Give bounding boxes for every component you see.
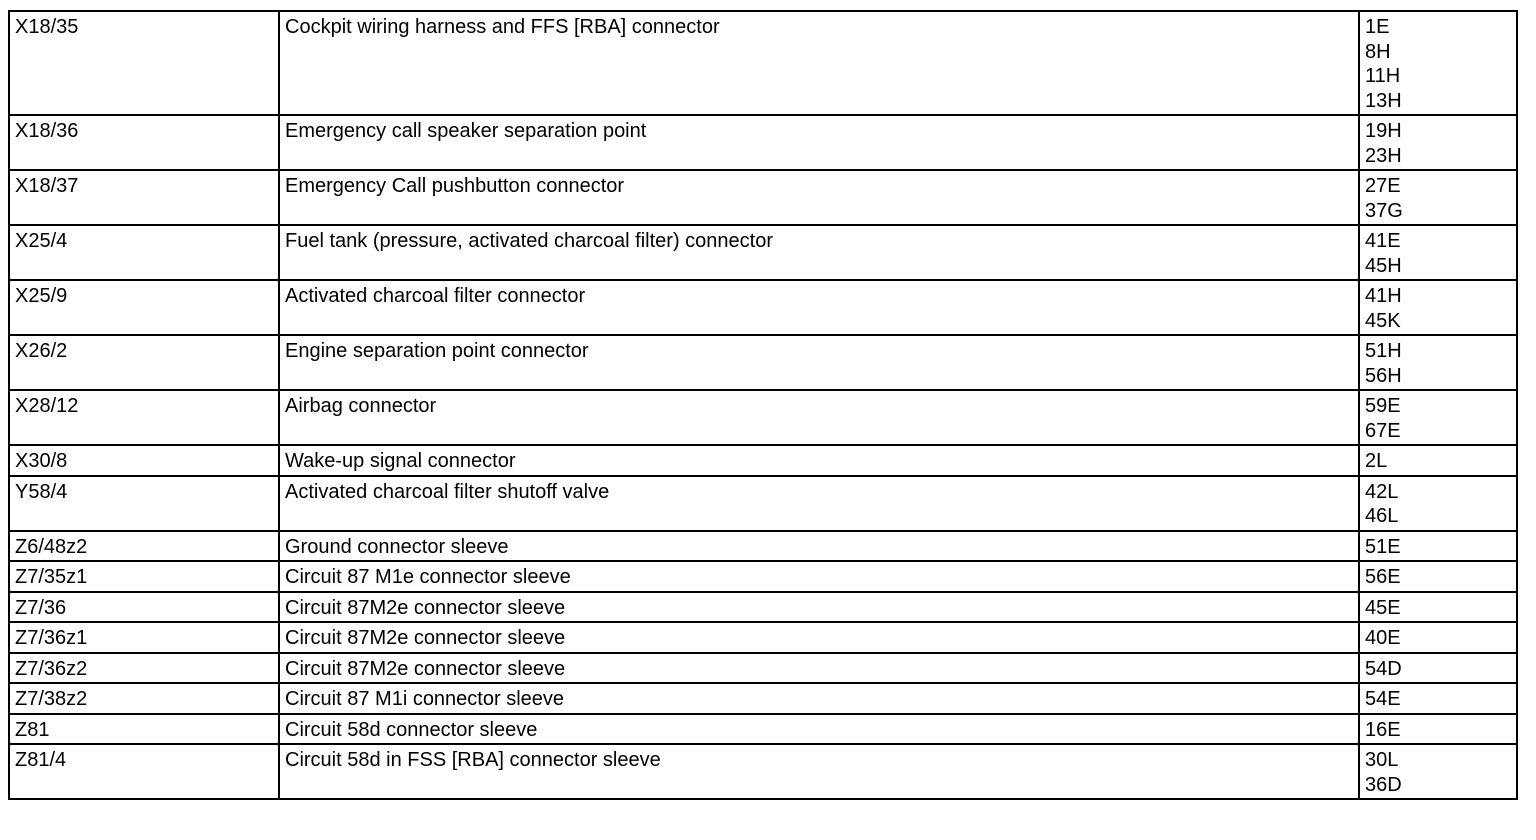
grid-coordinate-cell	[1359, 280, 1517, 335]
table-row	[9, 390, 1517, 445]
grid-coordinate-cell	[1359, 653, 1517, 684]
table-row	[9, 476, 1517, 531]
table-row	[9, 592, 1517, 623]
component-code-cell: Z7/36z2	[9, 653, 279, 684]
grid-coordinate: 13H	[1365, 89, 1402, 112]
component-code-cell: X25/9	[9, 280, 279, 335]
component-description-cell: Wake-up signal connector	[279, 445, 1359, 476]
component-description-cell: Ground connector sleeve	[279, 531, 1359, 562]
grid-coordinate: 41E	[1365, 230, 1401, 252]
grid-coordinate: 54E	[1365, 688, 1401, 710]
table-row	[9, 115, 1517, 170]
grid-coordinate: 1E	[1365, 16, 1390, 38]
grid-coordinate: 59E	[1365, 395, 1401, 417]
table-row	[9, 622, 1517, 653]
component-description-cell: Airbag connector	[279, 390, 1359, 445]
grid-coordinate-cell	[1359, 11, 1517, 115]
component-code-cell: X30/8	[9, 445, 279, 476]
grid-coordinate: 41H	[1365, 285, 1402, 307]
grid-coordinate-cell	[1359, 592, 1517, 623]
grid-coordinate: 54D	[1365, 657, 1402, 680]
component-code-cell: X18/37	[9, 170, 279, 225]
grid-coordinate: 19H	[1365, 120, 1402, 142]
grid-coordinate: 23H	[1365, 144, 1402, 167]
table-row	[9, 11, 1517, 115]
grid-coordinate: 67E	[1365, 419, 1401, 442]
component-code-cell: X28/12	[9, 390, 279, 445]
component-description-cell: Circuit 87M2e connector sleeve	[279, 653, 1359, 684]
table-row	[9, 653, 1517, 684]
component-code-cell: Z7/36z1	[9, 622, 279, 653]
component-code-cell: Z6/48z2	[9, 531, 279, 562]
grid-coordinate: 45E	[1365, 596, 1401, 619]
component-code-cell: Y58/4	[9, 476, 279, 531]
table-row	[9, 445, 1517, 476]
component-code-cell: X25/4	[9, 225, 279, 280]
table-row	[9, 561, 1517, 592]
component-description-cell: Circuit 87 M1i connector sleeve	[279, 683, 1359, 714]
grid-coordinate: 56H	[1365, 364, 1402, 387]
table-row	[9, 531, 1517, 562]
grid-coordinate: 2L	[1365, 450, 1388, 472]
table-row	[9, 280, 1517, 335]
component-code-cell: Z7/38z2	[9, 683, 279, 714]
grid-coordinate: 37G	[1365, 199, 1403, 222]
component-description-cell: Fuel tank (pressure, activated charcoal filter) connector	[279, 225, 1359, 280]
grid-coordinate: 36D	[1365, 773, 1402, 796]
legend-table-body	[9, 11, 1517, 799]
grid-coordinate-cell	[1359, 170, 1517, 225]
grid-coordinate-cell	[1359, 476, 1517, 531]
component-description-cell: Circuit 87 M1e connector sleeve	[279, 561, 1359, 592]
component-description-cell: Circuit 87M2e connector sleeve	[279, 592, 1359, 623]
table-row	[9, 744, 1517, 799]
component-description-cell: Cockpit wiring harness and FFS [RBA] connector	[279, 11, 1359, 115]
grid-coordinate-cell	[1359, 683, 1517, 714]
grid-coordinate: 45H	[1365, 254, 1402, 277]
grid-coordinate: 56E	[1365, 566, 1401, 588]
grid-coordinate: 42L	[1365, 480, 1399, 503]
component-description-cell: Circuit 58d in FSS [RBA] connector sleeve	[279, 744, 1359, 799]
grid-coordinate: 16E	[1365, 718, 1401, 741]
component-code-cell: Z81	[9, 714, 279, 745]
grid-coordinate-cell	[1359, 335, 1517, 390]
grid-coordinate-cell	[1359, 744, 1517, 799]
grid-coordinate: 11H	[1365, 65, 1401, 87]
component-description-cell: Circuit 87M2e connector sleeve	[279, 622, 1359, 653]
grid-coordinate: 51E	[1365, 535, 1401, 558]
table-row	[9, 170, 1517, 225]
component-code-cell: Z7/36	[9, 592, 279, 623]
component-description-cell: Emergency call speaker separation point	[279, 115, 1359, 170]
table-row	[9, 225, 1517, 280]
grid-coordinate: 27E	[1365, 175, 1401, 197]
grid-coordinate: 45K	[1365, 309, 1401, 332]
grid-coordinate-cell	[1359, 225, 1517, 280]
table-row	[9, 714, 1517, 745]
component-code-cell: Z81/4	[9, 744, 279, 799]
component-description-cell: Activated charcoal filter connector	[279, 280, 1359, 335]
grid-coordinate-cell	[1359, 622, 1517, 653]
grid-coordinate-cell	[1359, 390, 1517, 445]
grid-coordinate: 40E	[1365, 627, 1401, 649]
grid-coordinate-cell	[1359, 445, 1517, 476]
component-legend-table	[8, 10, 1518, 800]
grid-coordinate: 51H	[1365, 340, 1402, 362]
table-row	[9, 683, 1517, 714]
component-description-cell: Emergency Call pushbutton connector	[279, 170, 1359, 225]
component-description-cell: Circuit 58d connector sleeve	[279, 714, 1359, 745]
component-code-cell: X26/2	[9, 335, 279, 390]
table-row	[9, 335, 1517, 390]
grid-coordinate-cell	[1359, 714, 1517, 745]
component-description-cell: Engine separation point connector	[279, 335, 1359, 390]
grid-coordinate-cell	[1359, 561, 1517, 592]
grid-coordinate: 8H	[1365, 40, 1391, 63]
grid-coordinate: 46L	[1365, 505, 1399, 527]
grid-coordinate: 30L	[1365, 749, 1399, 771]
grid-coordinate-cell	[1359, 531, 1517, 562]
grid-coordinate-cell	[1359, 115, 1517, 170]
component-code-cell: X18/35	[9, 11, 279, 115]
component-code-cell: X18/36	[9, 115, 279, 170]
component-code-cell: Z7/35z1	[9, 561, 279, 592]
component-description-cell: Activated charcoal filter shutoff valve	[279, 476, 1359, 531]
